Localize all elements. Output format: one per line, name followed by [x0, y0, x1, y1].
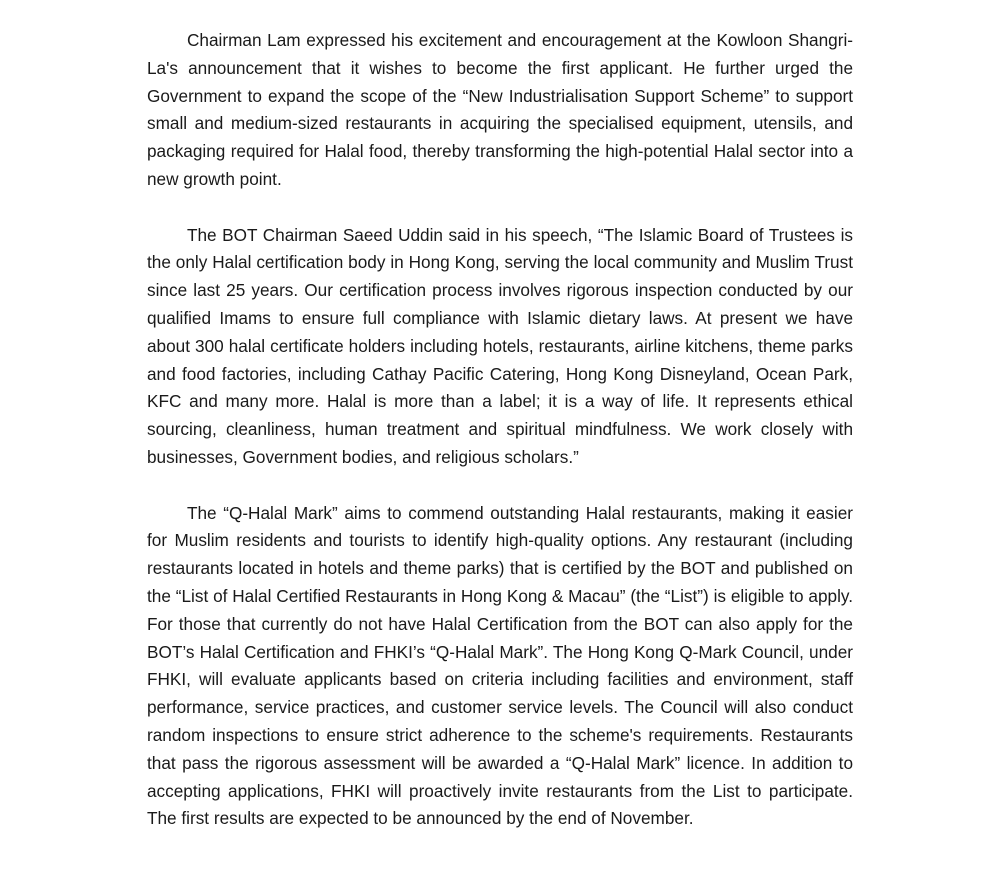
document-body — [147, 27, 853, 833]
paragraph-bot-chairman-speech: The BOT Chairman Saeed Uddin said in his speech, “The Islamic Board of Trustees is the only Halal certification body in Hong Kong, serving the local community and Muslim Trust since last 25 years. Our certification process involves rigorous inspection conducted by our qualified Imams to ensure full compliance with Islamic dietary laws. At present we have about 300 halal certificate holders including hotels, restaurants, airline kitchens, theme parks and food factories, including Cathay Pacific Catering, Hong Kong Disneyland, Ocean Park, KFC and many more. Halal is more than a label; it is a way of life. It represents ethical sourcing, cleanliness, human treatment and spiritual mindfulness. We work closely with businesses, Government bodies, and religious scholars.” — [147, 224, 853, 467]
paragraph-q-halal-mark: The “Q-Halal Mark” aims to commend outstanding Halal restaurants, making it easier for Muslim residents and tourists to identify high-quality options. Any restaurant (including restaurants located in hotels and theme parks) that is certified by the BOT and published on the “List of Halal Certified Restaurants in Hong Kong & Macau” (the “List”) is eligible to apply. For those that currently do not have Halal Certification from the BOT can also apply for the BOT’s Halal Certification and FHKI’s “Q-Halal Mark”. The Hong Kong Q-Mark Council, under FHKI, will evaluate applicants based on criteria including facilities and environment, staff performance, service practices, and customer service levels. The Council will also conduct random inspections to ensure strict adherence to the scheme's requirements. Restaurants that pass the rigorous assessment will be awarded a “Q-Halal Mark” licence. In addition to accepting applications, FHKI will proactively invite restaurants from the List to participate. The first results are expected to be announced by the end of November. — [147, 502, 853, 829]
paragraph-chairman-lam: Chairman Lam expressed his excitement and encouragement at the Kowloon Shangri-La's announcement that it wishes to become the first applicant. He further urged the Government to expand the scope of the “New Industrialisation Support Scheme” to support small and medium-sized restaurants in acquiring the specialised equipment, utensils, and packaging required for Halal food, thereby transforming the high-potential Halal sector into a new growth point. — [147, 30, 853, 189]
